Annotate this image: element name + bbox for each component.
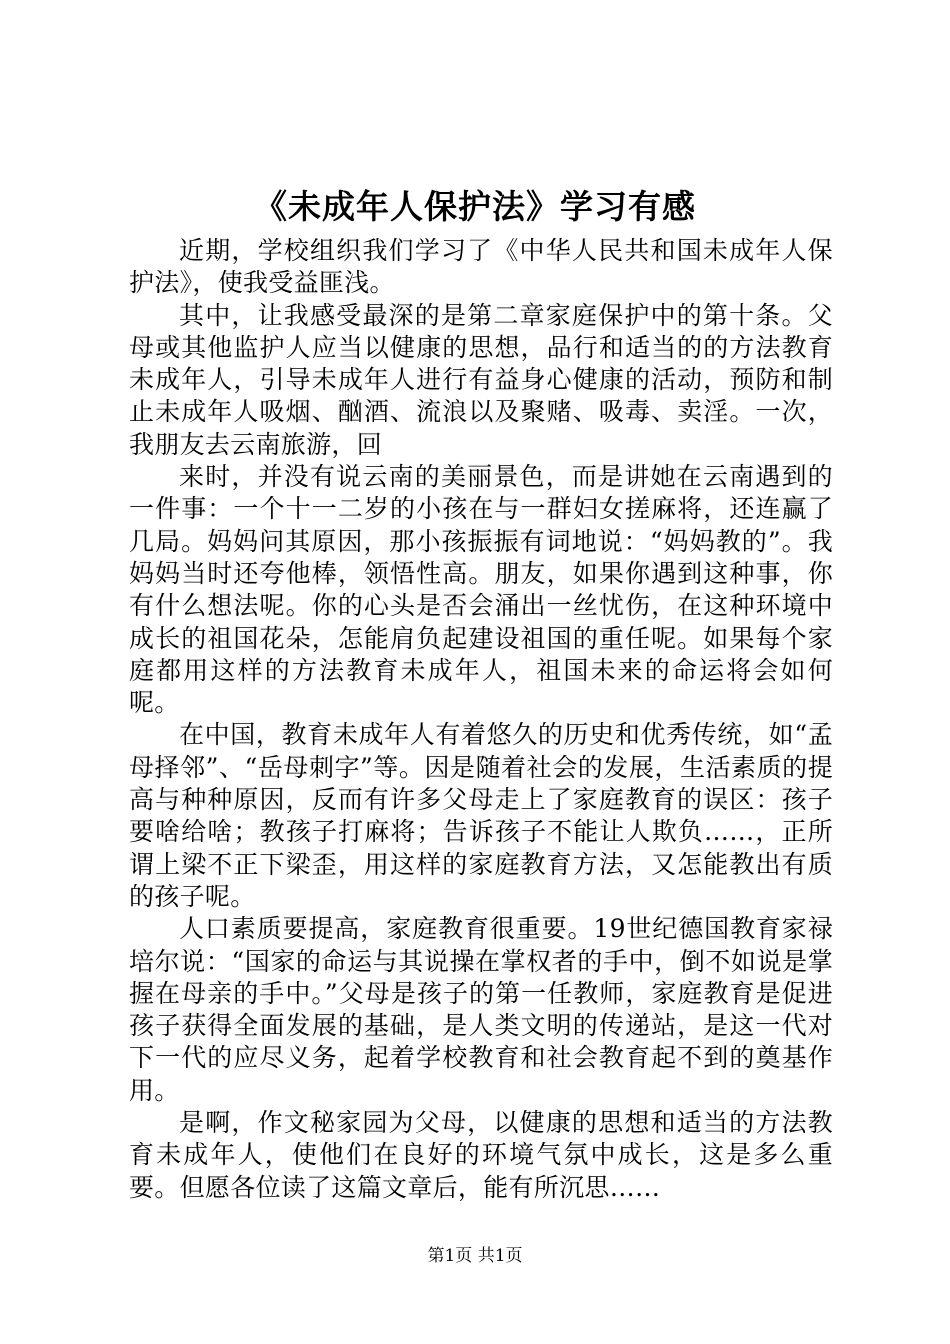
document-body xyxy=(129,235,833,1204)
document-title: 《未成年人保护法》学习有感 xyxy=(254,187,696,226)
paragraph-6: 是啊，作文秘家园为父母，以健康的思想和适当的方法教育未成年人，使他们在良好的环境气氛中成长，这是多么重要。但愿各位读了这篇文章后，能有所沉思…… xyxy=(129,1108,833,1202)
paragraph-5: 人口素质要提高，家庭教育很重要。19世纪德国教育家禄培尔说：“国家的命运与其说操在掌权者的手中，倒不如说是掌握在母亲的手中。”父母是孩子的第一任教师，家庭教育是促进孩子获得全面发展的基础，是人类文明的传递站，是这一代对下一代的应尽义务，起着学校教育和社会教育起不到的奠基作用。 xyxy=(129,914,833,1105)
paragraph-3: 来时，并没有说云南的美丽景色，而是讲她在云南遇到的一件事：一个十一二岁的小孩在与一群妇女搓麻将，还连赢了几局。妈妈问其原因，那小孩振振有词地说：“妈妈教的”。我妈妈当时还夸他棒，领悟性高。朋友，如果你遇到这种事，你有什么想法呢。你的心头是否会涌出一丝忧伤，在这种环境中成长的祖国花朵，怎能肩负起建设祖国的重任呢。如果每个家庭都用这样的方法教育未成年人，祖国未来的命运将会如何呢。 xyxy=(129,462,833,718)
page-footer: 第1页 共1页 xyxy=(427,1246,523,1266)
paragraph-4: 在中国，教育未成年人有着悠久的历史和优秀传统，如“孟母择邻”、“岳母刺字”等。因是随着社会的发展，生活素质的提高与种种原因，反而有许多父母走上了家庭教育的误区：孩子要啥给啥；教孩子打麻将；告诉孩子不能让人欺负……，正所谓上梁不正下梁歪，用这样的家庭教育方法，又怎能教出有质的孩子呢。 xyxy=(129,720,833,911)
paragraph-2: 其中，让我感受最深的是第二章家庭保护中的第十条。父母或其他监护人应当以健康的思想，品行和适当的的方法教育未成年人，引导未成年人进行有益身心健康的活动，预防和制止未成年人吸烟、酗酒、流浪以及聚赌、吸毒、卖淫。一次，我朋友去云南旅游，回 xyxy=(129,300,833,459)
paragraph-1: 近期，学校组织我们学习了《中华人民共和国未成年人保护法》，使我受益匪浅。 xyxy=(129,236,833,298)
